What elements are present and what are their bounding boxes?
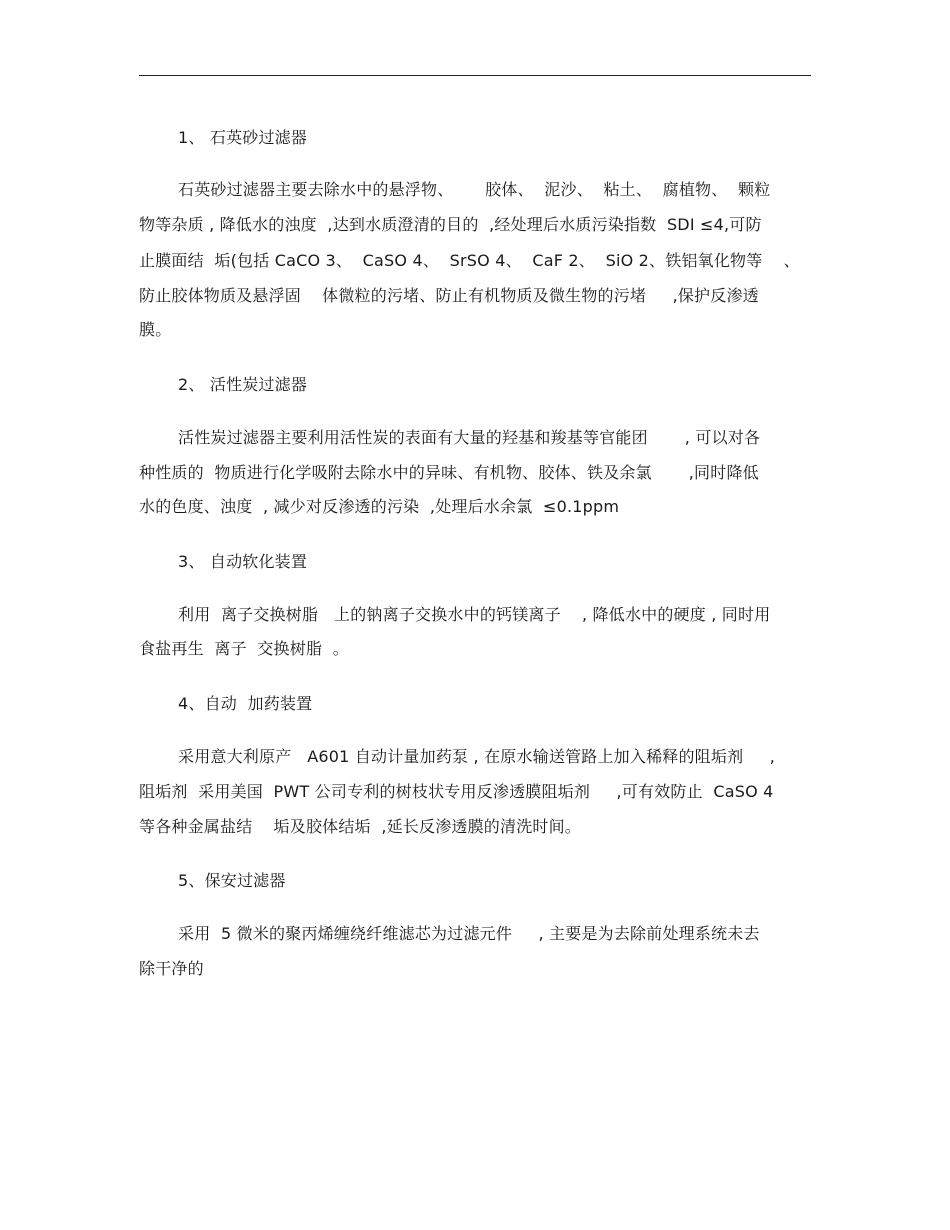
section-1-line-4: 防止胶体物质及悬浮固 体微粒的污堵、防止有机物质及微生物的污堵 ,保护反渗透: [139, 286, 759, 305]
header-rule: [139, 75, 811, 76]
section-1-heading: 1、 石英砂过滤器: [178, 128, 308, 147]
section-1-line-1: 石英砂过滤器主要去除水中的悬浮物、 胶体、 泥沙、 粘土、 腐植物、 颗粒: [178, 180, 771, 199]
section-2-heading: 2、 活性炭过滤器: [178, 375, 308, 394]
section-1-line-5: 膜。: [139, 320, 172, 339]
section-1-line-3: 止膜面结 垢(包括 CaCO 3、 CaSO 4、 SrSO 4、 CaF 2、 SiO 2、铁铝氧化物等 、: [139, 251, 800, 270]
section-3-heading: 3、 自动软化装置: [178, 552, 308, 571]
section-4-line-3: 等各种金属盐结 垢及胶体结垢 ,延长反渗透膜的清洗时间。: [139, 817, 582, 836]
section-3-line-2: 食盐再生 离子 交换树脂 。: [139, 639, 349, 658]
section-2-line-2: 种性质的 物质进行化学吸附去除水中的异味、有机物、胶体、铁及余氯 ,同时降低: [139, 463, 759, 482]
section-4-heading: 4、自动 加药装置: [178, 694, 313, 713]
section-2-line-1: 活性炭过滤器主要利用活性炭的表面有大量的羟基和羧基等官能团 , 可以对各: [178, 428, 761, 447]
section-4-line-1: 采用意大利原产 A601 自动计量加药泵 , 在原水输送管路上加入稀释的阻垢剂 ,: [178, 747, 776, 766]
section-1-line-2: 物等杂质 , 降低水的浊度 ,达到水质澄清的目的 ,经处理后水质污染指数 SDI ≤4,可防: [139, 215, 762, 234]
section-2-line-3: 水的色度、浊度 , 减少对反渗透的污染 ,处理后水余氯 ≤0.1ppm: [139, 497, 620, 516]
section-4-line-2: 阻垢剂 采用美国 PWT 公司专利的树枝状专用反渗透膜阻垢剂 ,可有效防止 CaSO 4: [139, 782, 774, 801]
section-5-line-1: 采用 5 微米的聚丙烯缠绕纤维滤芯为过滤元件 , 主要是为去除前处理系统未去: [178, 924, 760, 943]
section-3-line-1: 利用 离子交换树脂 上的钠离子交换水中的钙镁离子 , 降低水中的硬度 , 同时用: [178, 605, 771, 624]
section-5-line-2: 除干净的: [139, 959, 204, 978]
section-5-heading: 5、保安过滤器: [178, 871, 286, 890]
